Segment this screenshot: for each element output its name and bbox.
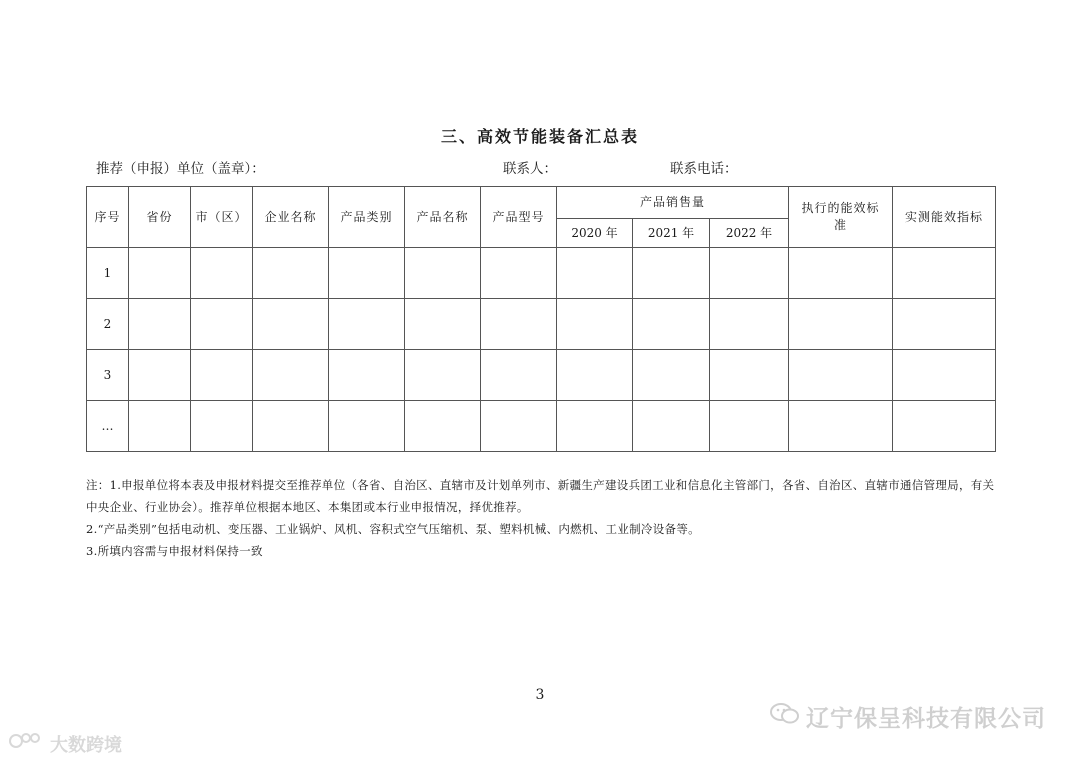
header-seq: 序号 — [87, 187, 129, 248]
document-title: 三、高效节能装备汇总表 — [440, 127, 639, 146]
header-year-2021: 2021 年 — [633, 219, 710, 248]
watermark-brand-text: 大数跨境 — [50, 734, 122, 756]
header-year-2022: 2022 年 — [710, 219, 789, 248]
table-row — [87, 248, 996, 299]
table-header-row — [87, 187, 996, 219]
note-1: 注：1.申报单位将本表及申报材料提交至推荐单位（各省、自治区、直辖市及计划单列市、新疆生产建设兵团工业和信息化主管部门，各省、自治区、直辖市通信管理局，有关中央企业、行业协会）。推荐单位根据本地区、本集团或本行业申报情况，择优推荐。 — [86, 478, 995, 514]
note-3: 3.所填内容需与申报材料保持一致 — [86, 544, 263, 558]
header-measured: 实测能效指标 — [893, 187, 996, 248]
header-standard: 执行的能效标准 — [789, 187, 893, 248]
watermark-company — [770, 700, 1046, 733]
brand-logo-icon — [8, 730, 44, 757]
header-city: 市（区） — [191, 187, 253, 248]
table-row — [87, 401, 996, 452]
header-company: 企业名称 — [253, 187, 329, 248]
summary-table — [86, 186, 996, 452]
table-row — [87, 299, 996, 350]
notes-section — [86, 474, 996, 562]
watermark-company-text: 辽宁保呈科技有限公司 — [806, 706, 1046, 732]
row-number: 2 — [87, 299, 129, 350]
row-number: 1 — [87, 248, 129, 299]
header-sales: 产品销售量 — [557, 187, 789, 219]
wechat-icon — [770, 702, 800, 732]
header-product: 产品名称 — [405, 187, 481, 248]
recommender-label: 推荐（申报）单位（盖章）： — [96, 161, 265, 177]
header-model: 产品型号 — [481, 187, 557, 248]
page-number: 3 — [535, 687, 545, 703]
contact-label: 联系人： — [503, 161, 557, 177]
row-number: … — [87, 401, 129, 452]
watermark-brand — [8, 730, 122, 757]
header-year-2020: 2020 年 — [557, 219, 633, 248]
note-2: 2.“产品类别”包括电动机、变压器、工业锅炉、风机、容积式空气压缩机、泵、塑料机械、内燃机、工业制冷设备等。 — [86, 522, 700, 536]
row-number: 3 — [87, 350, 129, 401]
phone-label: 联系电话： — [670, 161, 738, 177]
table-row — [87, 350, 996, 401]
header-province: 省份 — [129, 187, 191, 248]
header-category: 产品类别 — [329, 187, 405, 248]
